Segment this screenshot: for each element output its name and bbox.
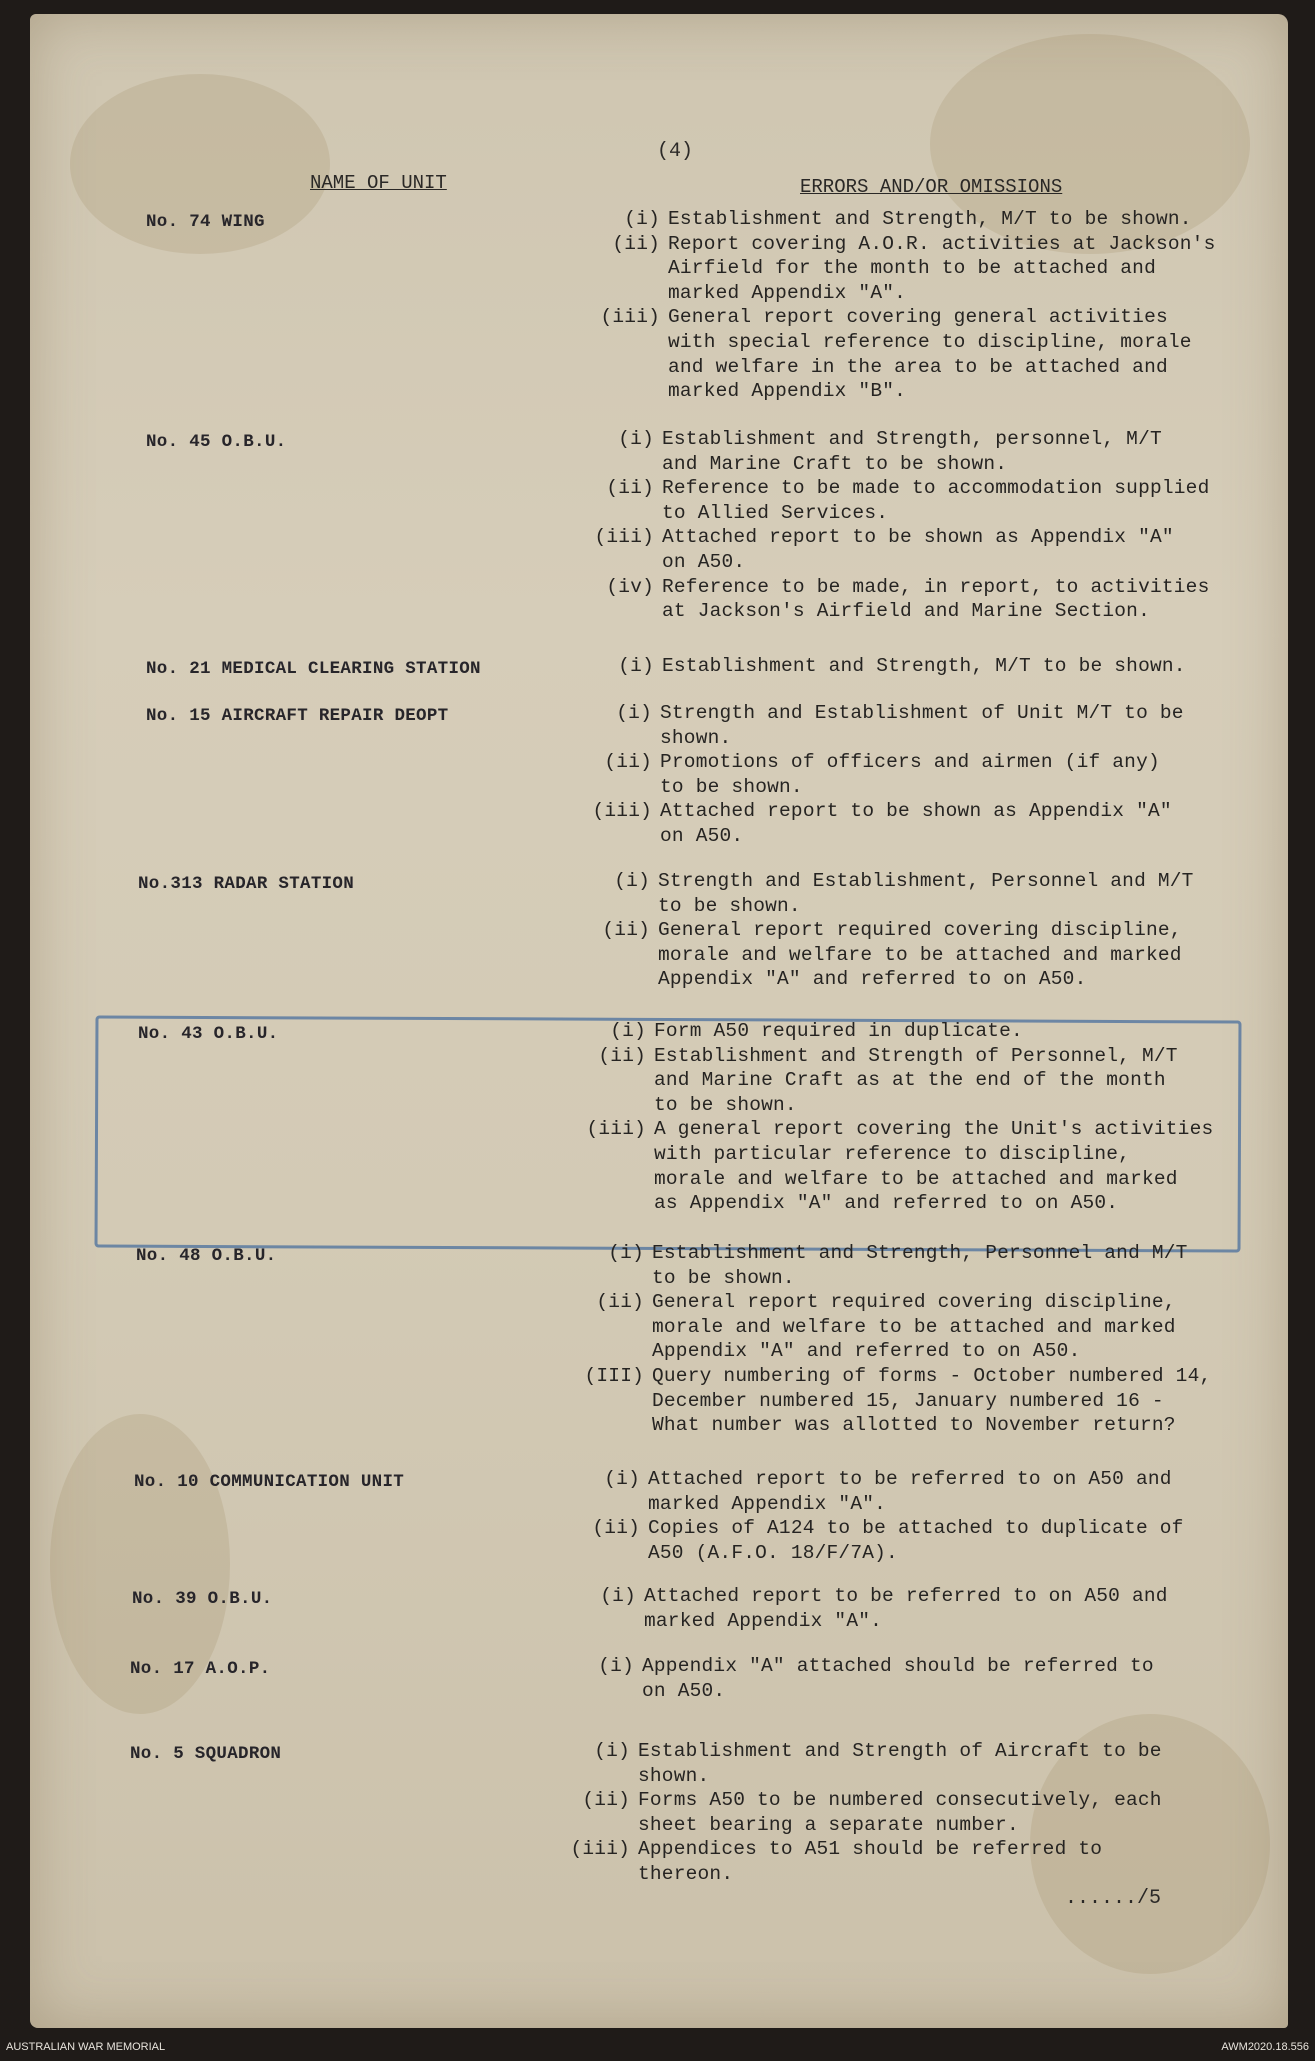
item-text: Establishment and Strength, M/T to be shown.: [662, 655, 1186, 677]
error-line: [598, 282, 906, 304]
item-text: Establishment and Strength, personnel, M/T: [662, 428, 1162, 450]
item-text: on A50.: [642, 1679, 726, 1702]
item-numeral: (iii): [600, 306, 660, 329]
item-text: Strength and Establishment of Unit M/T to be: [660, 702, 1184, 724]
unit-name: No.313 RADAR STATION: [138, 874, 355, 894]
item-text: as Appendix "A" and referred to on A50.: [654, 1192, 1119, 1215]
error-line: [574, 1610, 882, 1632]
error-line: [588, 870, 1194, 892]
error-line: [582, 1365, 1211, 1387]
error-line: [584, 1094, 797, 1116]
item-text: Appendix "A" and referred to on A50.: [652, 1340, 1081, 1363]
item-text: Attached report to be referred to on A50 and: [648, 1468, 1172, 1490]
error-line: [592, 428, 1162, 450]
item-numeral: (i): [618, 655, 654, 677]
item-text: with special reference to discipline, morale: [668, 331, 1192, 353]
error-line: [590, 800, 1172, 822]
item-text: Report covering A.O.R. activities at Jackson's: [668, 232, 1216, 255]
item-text: morale and welfare to be attached and marked: [654, 1167, 1178, 1190]
item-numeral: (iii): [594, 526, 654, 549]
error-line: [582, 1340, 1080, 1362]
item-text: on A50.: [662, 551, 746, 573]
item-numeral: (i): [604, 1468, 640, 1490]
item-text: A50 (A.F.O. 18/F/7A).: [648, 1541, 898, 1564]
item-text: Reference to be made to accommodation supplied: [662, 477, 1210, 500]
item-text: sheet bearing a separate number.: [638, 1813, 1019, 1836]
error-line: [582, 1291, 1176, 1313]
error-line: [582, 1267, 795, 1289]
item-numeral: (iii): [570, 1838, 630, 1861]
item-text: with particular reference to discipline,: [654, 1143, 1131, 1165]
error-line: [578, 1542, 898, 1564]
item-text: morale and welfare to be attached and marked: [658, 943, 1182, 966]
item-text: marked Appendix "A".: [644, 1609, 883, 1632]
item-numeral: (iii): [586, 1118, 646, 1141]
error-line: [598, 257, 1156, 279]
error-line: [568, 1789, 1162, 1811]
item-text: and Marine Craft as at the end of the month: [654, 1069, 1166, 1092]
item-numeral: (ii): [606, 477, 654, 500]
item-numeral: (ii): [596, 1291, 644, 1314]
item-numeral: (i): [624, 208, 660, 230]
item-numeral: (i): [600, 1585, 636, 1607]
error-line: [590, 751, 1160, 773]
item-text: Attached report to be referred to on A50 and: [644, 1585, 1168, 1607]
page-number: (4): [657, 140, 694, 163]
unit-name: No. 43 O.B.U.: [138, 1024, 279, 1044]
error-line: [598, 306, 1168, 328]
item-text: to be shown.: [658, 894, 801, 917]
error-line: [598, 208, 1192, 230]
item-text: shown.: [660, 726, 732, 749]
item-text: and welfare in the area to be attached and: [668, 355, 1168, 378]
error-line: [598, 380, 906, 402]
footer-accession: AWM2020.18.556: [1221, 2041, 1309, 2053]
error-line: [590, 776, 803, 798]
error-line: [598, 331, 1192, 353]
error-line: [592, 477, 1210, 499]
item-text: to Allied Services.: [662, 501, 889, 524]
item-text: Attached report to be shown as Appendix "A": [662, 526, 1174, 549]
error-line: [568, 1740, 1162, 1762]
unit-name: No. 17 A.O.P.: [130, 1659, 271, 1679]
error-line: [578, 1517, 1184, 1539]
item-text: Copies of A124 to be attached to duplicate of: [648, 1517, 1184, 1540]
unit-name: No. 45 O.B.U.: [146, 432, 287, 452]
item-numeral: (i): [618, 428, 654, 450]
error-line: [588, 968, 1086, 990]
error-line: [584, 1168, 1178, 1190]
item-text: Forms A50 to be numbered consecutively, each: [638, 1789, 1162, 1812]
unit-name: No. 21 MEDICAL CLEARING STATION: [146, 659, 481, 679]
error-line: [584, 1020, 1023, 1042]
item-numeral: (iv): [606, 575, 654, 598]
error-line: [568, 1838, 1102, 1860]
item-numeral: (ii): [592, 1517, 640, 1540]
item-text: marked Appendix "A".: [668, 281, 907, 304]
error-line: [592, 526, 1174, 548]
item-numeral: (ii): [612, 232, 660, 255]
item-text: What number was allotted to November return?: [652, 1414, 1176, 1437]
footer-institution: AUSTRALIAN WAR MEMORIAL: [6, 2041, 166, 2053]
item-numeral: (i): [616, 702, 652, 724]
item-numeral: (ii): [604, 751, 652, 774]
column-header-unit: NAME OF UNIT: [310, 172, 447, 194]
error-line: [588, 919, 1182, 941]
item-text: Establishment and Strength, M/T to be shown.: [668, 208, 1192, 230]
item-text: to be shown.: [652, 1266, 795, 1289]
item-text: marked Appendix "B".: [668, 380, 907, 403]
item-text: Appendix "A" and referred to on A50.: [658, 968, 1087, 991]
item-text: on A50.: [660, 825, 744, 847]
error-line: [590, 825, 743, 847]
item-text: A general report covering the Unit's activities: [654, 1118, 1214, 1141]
error-line: [584, 1069, 1166, 1091]
unit-name: No. 39 O.B.U.: [132, 1589, 273, 1609]
error-line: [584, 1118, 1213, 1140]
item-numeral: (III): [584, 1365, 644, 1387]
item-text: at Jackson's Airfield and Marine Section.: [662, 600, 1150, 623]
item-numeral: (i): [610, 1020, 646, 1042]
error-line: [588, 895, 801, 917]
item-numeral: (i): [594, 1740, 630, 1762]
error-line: [582, 1242, 1188, 1264]
error-line: [572, 1655, 1154, 1677]
unit-name: No. 74 WING: [146, 212, 265, 232]
item-text: thereon.: [638, 1863, 734, 1885]
error-line: [584, 1143, 1130, 1165]
error-line: [582, 1414, 1176, 1436]
error-line: [582, 1316, 1176, 1338]
error-line: [578, 1493, 886, 1515]
item-text: Appendix "A" attached should be referred to: [642, 1655, 1154, 1677]
error-line: [592, 551, 745, 573]
unit-name: No. 5 SQUADRON: [130, 1744, 282, 1764]
error-line: [568, 1814, 1019, 1836]
item-text: Reference to be made, in report, to activities: [662, 575, 1210, 598]
error-line: [592, 453, 1007, 475]
item-text: Strength and Establishment, Personnel and M/T: [658, 870, 1194, 892]
item-numeral: (iii): [592, 800, 652, 823]
item-text: to be shown.: [660, 775, 803, 798]
item-numeral: (ii): [598, 1044, 646, 1067]
item-text: Query numbering of forms - October numbered 14,: [652, 1365, 1212, 1387]
item-text: General report required covering discipline,: [658, 919, 1182, 942]
item-text: marked Appendix "A".: [648, 1492, 887, 1515]
column-header-errors: ERRORS AND/OR OMISSIONS: [800, 176, 1063, 198]
error-line: [574, 1585, 1168, 1607]
error-line: [584, 1045, 1178, 1067]
error-line: [590, 702, 1184, 724]
error-line: [598, 233, 1216, 255]
item-text: morale and welfare to be attached and marked: [652, 1315, 1176, 1338]
unit-name: No. 15 AIRCRAFT REPAIR DEOPT: [146, 706, 449, 726]
unit-name: No. 10 COMMUNICATION UNIT: [134, 1472, 405, 1492]
item-text: and Marine Craft to be shown.: [662, 452, 1008, 475]
error-line: [588, 944, 1182, 966]
continuation-mark: ....../5: [1065, 1887, 1162, 1910]
item-text: to be shown.: [654, 1093, 797, 1116]
item-numeral: (ii): [602, 919, 650, 942]
error-line: [592, 600, 1150, 622]
item-text: Establishment and Strength of Aircraft to be: [638, 1740, 1162, 1762]
item-text: Appendices to A51 should be referred to: [638, 1838, 1103, 1861]
item-numeral: (i): [608, 1242, 644, 1264]
error-line: [592, 576, 1210, 598]
item-text: Establishment and Strength of Personnel, M/T: [654, 1044, 1178, 1067]
error-line: [592, 502, 888, 524]
error-line: [582, 1390, 1164, 1412]
item-numeral: (i): [598, 1655, 634, 1677]
item-text: shown.: [638, 1764, 710, 1787]
error-line: [578, 1468, 1172, 1490]
item-text: General report covering general activities: [668, 306, 1168, 329]
error-line: [572, 1680, 725, 1702]
error-line: [592, 655, 1186, 677]
item-text: December numbered 15, January numbered 16 -: [652, 1389, 1164, 1412]
item-text: Establishment and Strength, Personnel and M/T: [652, 1242, 1188, 1264]
error-line: [598, 356, 1168, 378]
unit-name: No. 48 O.B.U.: [136, 1246, 277, 1266]
item-numeral: (i): [614, 870, 650, 892]
error-line: [568, 1863, 733, 1885]
item-text: Airfield for the month to be attached and: [668, 257, 1156, 280]
item-numeral: (ii): [582, 1789, 630, 1812]
item-text: Attached report to be shown as Appendix "A": [660, 800, 1172, 823]
item-text: Form A50 required in duplicate.: [654, 1020, 1023, 1042]
item-text: General report required covering discipline,: [652, 1291, 1176, 1314]
error-line: [584, 1192, 1118, 1214]
item-text: Promotions of officers and airmen (if any): [660, 751, 1160, 774]
error-line: [590, 727, 731, 749]
error-line: [568, 1765, 709, 1787]
